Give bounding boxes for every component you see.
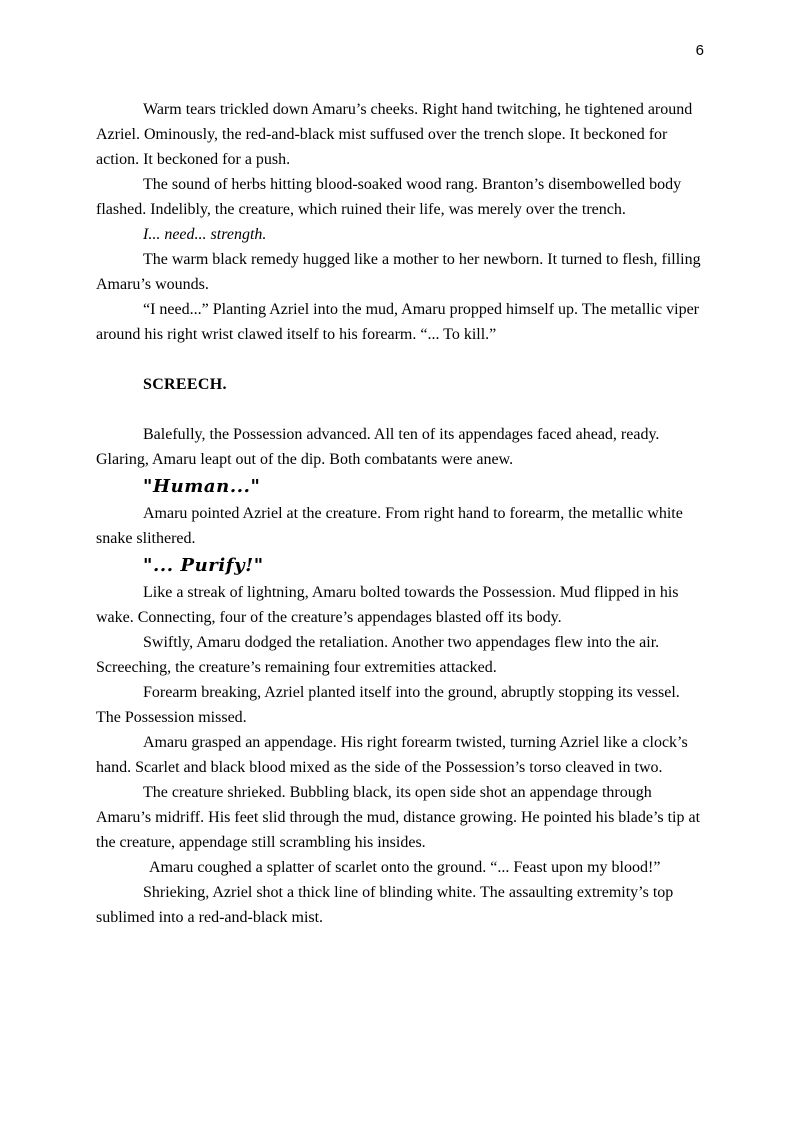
body-paragraph: “I need...” Planting Azriel into the mud, Amaru propped himself up. The metallic viper around his right wrist clawed itself to his forearm. “... To kill.” [96, 301, 700, 343]
page-number: 6 [695, 42, 704, 59]
inner-monologue-line: I... need... strength. [143, 226, 267, 243]
page-body [96, 97, 704, 930]
body-paragraph: Forearm breaking, Azriel planted itself into the ground, abruptly stopping its vessel. The Possession missed. [96, 684, 680, 726]
creature-speech-line: "Human..." [143, 476, 261, 497]
body-paragraph: Shrieking, Azriel shot a thick line of blinding white. The assaulting extremity’s top sublimed into a red-and-black mist. [96, 884, 674, 926]
body-paragraph: Amaru grasped an appendage. His right forearm twisted, turning Azriel like a clock’s hand. Scarlet and black blood mixed as the side of the Possession’s torso cleaved in two. [96, 734, 688, 776]
body-paragraph: The warm black remedy hugged like a mother to her newborn. It turned to flesh, filling Amaru’s wounds. [96, 251, 701, 293]
body-paragraph: Amaru pointed Azriel at the creature. From right hand to forearm, the metallic white snake slithered. [96, 505, 683, 547]
creature-speech-line: "... Purify!" [143, 555, 264, 576]
body-paragraph: Swiftly, Amaru dodged the retaliation. Another two appendages flew into the air. Screeching, the creature’s remaining four extremities attacked. [96, 634, 660, 676]
body-paragraph: Balefully, the Possession advanced. All ten of its appendages faced ahead, ready. Glaring, Amaru leapt out of the dip. Both combatants were anew. [96, 426, 660, 468]
body-paragraph: Warm tears trickled down Amaru’s cheeks. Right hand twitching, he tightened around Azriel. Ominously, the red-and-black mist suffused over the trench slope. It beckoned for action. It beckoned for a push. [96, 101, 693, 168]
body-paragraph: Amaru coughed a splatter of scarlet onto the ground. “... Feast upon my blood!” [149, 859, 661, 876]
body-paragraph: Like a streak of lightning, Amaru bolted towards the Possession. Mud flipped in his wake. Connecting, four of the creature’s appendages blasted off its body. [96, 584, 679, 626]
sound-effect-line: SCREECH. [143, 376, 227, 393]
body-paragraph: The creature shrieked. Bubbling black, its open side shot an appendage through Amaru’s midriff. His feet slid through the mud, distance growing. He pointed his blade’s tip at the creature, appendage still scrambling his insides. [96, 784, 701, 851]
body-paragraph: The sound of herbs hitting blood-soaked wood rang. Branton’s disembowelled body flashed. Indelibly, the creature, which ruined their life, was merely over the trench. [96, 176, 682, 218]
